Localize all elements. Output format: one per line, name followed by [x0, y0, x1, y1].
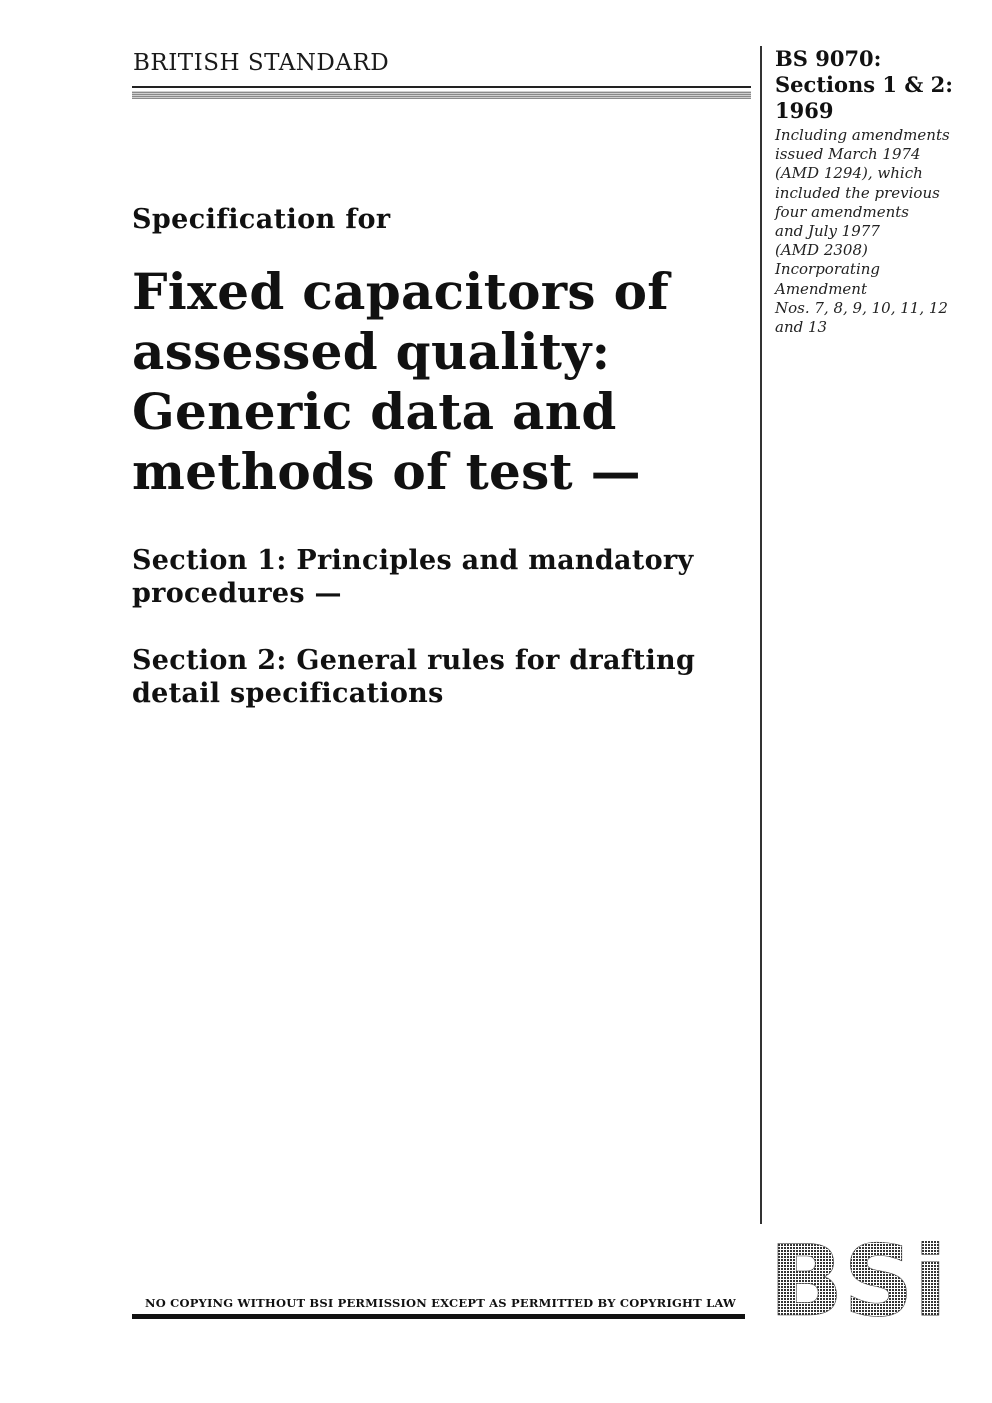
- amendment-line: Amendment: [775, 279, 867, 298]
- standard-year: 1969: [775, 98, 834, 123]
- vertical-divider: [760, 46, 762, 1224]
- footer-rule: [132, 1314, 745, 1319]
- title-line: Generic data and: [132, 382, 617, 441]
- bsi-logo-icon: [769, 1241, 947, 1319]
- amendment-line: Including amendments: [775, 126, 950, 144]
- amendment-line: (AMD 2308): [775, 241, 868, 260]
- amendment-line: and July 1977: [775, 222, 880, 241]
- amendment-note: [775, 126, 965, 337]
- standard-reference: [775, 46, 953, 124]
- title-line: Fixed capacitors of: [132, 262, 670, 321]
- section-2-title: [132, 644, 695, 710]
- title-line: assessed quality:: [132, 322, 611, 381]
- section-1-title: [132, 544, 693, 610]
- amendment-line: and 13: [775, 318, 828, 337]
- copyright-notice: NO COPYING WITHOUT BSI PERMISSION EXCEPT AS PERMITTED BY COPYRIGHT LAW: [145, 1296, 737, 1310]
- title-line: methods of test —: [132, 442, 641, 501]
- bsi-logo-text: BSi: [769, 1241, 947, 1319]
- amendment-line: included the previous: [775, 183, 940, 202]
- standard-number: BS 9070:: [775, 46, 882, 71]
- amendment-line: Incorporating: [775, 260, 881, 279]
- standard-sections: Sections 1 & 2:: [775, 72, 953, 97]
- document-title: [132, 262, 669, 502]
- amendment-line: issued March 1974: [775, 145, 921, 164]
- section-1-line: Section 1: Principles and mandatory: [132, 545, 694, 576]
- amendment-line: four amendments: [775, 202, 909, 221]
- header-rule: [132, 86, 751, 100]
- section-2-line: Section 2: General rules for drafting: [132, 645, 696, 676]
- amendment-line: (AMD 1294), which: [775, 164, 923, 183]
- section-1-line: procedures —: [132, 578, 342, 609]
- document-type-label: BRITISH STANDARD: [133, 50, 390, 76]
- spec-for-label: Specification for: [132, 204, 391, 235]
- amendment-line: Nos. 7, 8, 9, 10, 11, 12: [775, 298, 948, 317]
- section-2-line: detail specifications: [132, 678, 444, 709]
